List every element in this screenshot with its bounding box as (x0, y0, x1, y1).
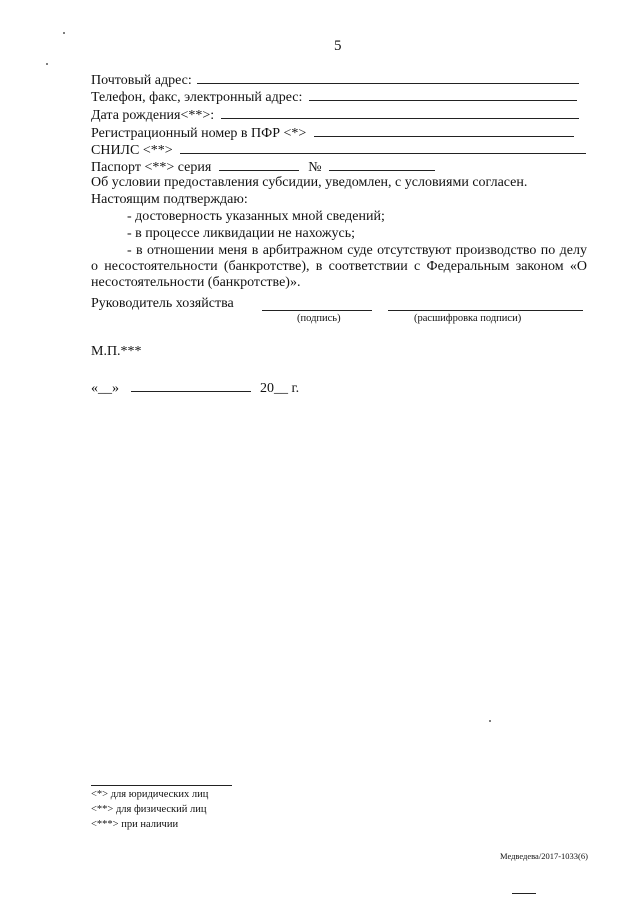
phone-row (91, 88, 577, 106)
snils-label: СНИЛС <**> (91, 143, 173, 158)
phone-line[interactable] (309, 88, 577, 101)
date-month-line[interactable] (131, 379, 251, 392)
pfr-number-line[interactable] (314, 124, 574, 137)
postal-address-row (91, 71, 579, 89)
date-day: «__» (91, 381, 119, 396)
signature-decode-caption: (расшифровка подписи) (414, 313, 522, 324)
postal-address-line[interactable] (197, 71, 579, 84)
birth-date-line[interactable] (221, 106, 579, 119)
scan-speck (489, 720, 491, 722)
scan-speck (46, 63, 48, 65)
signature-caption: (подпись) (297, 313, 341, 324)
footnote-if-available: <***> при наличии (91, 819, 179, 830)
passport-row (91, 158, 435, 176)
bottom-mark (512, 893, 536, 894)
document-code: Медведева/2017-1033(6) (500, 851, 588, 861)
footnote-separator (91, 785, 232, 786)
passport-label: Паспорт <**> серия (91, 160, 212, 175)
birth-date-row (91, 106, 579, 124)
date-year: 20__ г. (260, 381, 300, 396)
passport-series-line[interactable] (219, 158, 299, 171)
signature-label: Руководитель хозяйства (91, 296, 234, 311)
scan-speck (63, 32, 65, 34)
confirm-item-accuracy: - достоверность указанных мной сведений; (127, 209, 385, 224)
pfr-number-row (91, 124, 574, 142)
snils-line[interactable] (180, 141, 586, 154)
stamp-place: М.П.*** (91, 344, 142, 359)
birth-date-label: Дата рождения<**>: (91, 108, 215, 123)
page-number: 5 (334, 38, 342, 54)
passport-number-label: № (308, 160, 322, 175)
date-row (91, 379, 299, 397)
confirm-item-liquidation: - в процессе ликвидации не нахожусь; (127, 226, 356, 241)
signature-decode-line[interactable] (388, 310, 583, 311)
confirm-intro: Настоящим подтверждаю: (91, 192, 248, 207)
phone-label: Телефон, факс, электронный адрес: (91, 90, 303, 105)
snils-row (91, 141, 586, 159)
subsidy-statement: Об условии предоставления субсидии, уведомлен, с условиями согласен. (91, 175, 528, 190)
postal-address-label: Почтовый адрес: (91, 73, 192, 88)
passport-number-line[interactable] (329, 158, 435, 171)
pfr-number-label: Регистрационный номер в ПФР <*> (91, 126, 307, 141)
footnote-individuals: <**> для физический лиц (91, 804, 207, 815)
signature-line[interactable] (262, 310, 372, 311)
confirm-item-bankruptcy: - в отношении меня в арбитражном суде отсутствуют производство по делу о несостоятельности (банкротстве), в соответствии с Федеральным законом «О несостоятельности (банкротстве)». (91, 243, 587, 290)
footnote-legal-entities: <*> для юридических лиц (91, 789, 209, 800)
